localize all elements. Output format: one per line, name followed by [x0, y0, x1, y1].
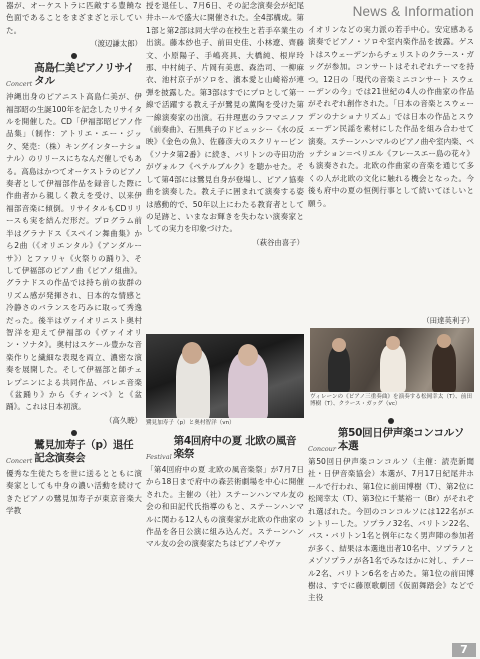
takashima-title: 高島仁美ピアノリサイタル	[34, 62, 135, 88]
takashima-body: 沖縄出身のピアニスト高島仁美が、伊福部昭の生誕100年を記念したリサイタルを開催した。CD「伊福部昭ピアノ作品集」（制作：アトリエ・エー・ジック、発売：（株）キングインターナショナル）のリリースにちなんだ催しでもある。高島はかつてオーケストラのピアノ奏者として伊福部作品を録音した際に作曲者から親しく教えを受け、以来伊福部音楽に傾倒。リサイタルもCDリリースも実を結んだ形だ。プログラム前半はグラナドス《スペイン舞曲集》から2曲（《オリエンタル》《アンダルーサ》）とファリャ《火祭りの踊り》、そして伊福部のピアノ曲《ピアノ組曲》。グラナドスの作品では持ち前の抜群のリズム感が発揮され、日本的な情感と冷静さのバランスを巧みに取って秀逸だった。後半はヴァイオリニスト奥村智洋を迎えて伊福部の《ヴァイオリン・ソナタ》。奥村はスケール豊かな音楽作りと繊細な表現を両立、濃密な演奏を展開した。そして伊福部と師チェレプニンによる共同作品、バレエ音楽《盆踊り》から《チィンベ》と《盆踊》。これは日本初演。	[6, 92, 142, 412]
competition-article	[308, 414, 474, 641]
photo-sagimi-okumura	[146, 334, 304, 418]
concert-tag: Concert	[6, 80, 33, 89]
competition-title: 第50回日伊声楽コンコルソ本選	[337, 427, 465, 452]
sagimi-heading	[6, 439, 142, 465]
competition-heading	[308, 427, 474, 453]
separator-dot	[71, 430, 77, 436]
fuchu-body: 「第4回府中の夏 北欧の風音楽祭」が7月7日から18日まで府中の森芸術劇場を中心に開催された。主催の（社）ステーンハンマル友の会の和田記代氏指導のもと、ステーンハンマルに関わる12人もの演奏家が北欧の作曲家の作品を各日公演に組み込んだ。ステーンハンマル友の会の演奏家たちはピアノやヴァ	[146, 465, 304, 549]
section-brand: News & Information	[352, 4, 474, 19]
photo-trio	[310, 328, 474, 392]
right-body: イオリンなどの実力派の若手中心。安定感ある演奏でピアノ・ソロや室内楽作品を披露。ゲストはスウェーデンからチェリストのクラース・ガッグが参加。コンサートはそれぞれテーマを持つ。12日の「現代の音楽ミニコンサート スウェーデンの今」では21世紀の4人の作曲家の作品がそれぞれ創作された。「日本の音楽とスウェーデンのナショナリズム」では日本の作品とスウェーデン民謡を素材にした作品を組み合わせて演奏。ステーンハンマルのピアノ曲や室内楽、ペッテション＝ベリエル《フレースエー島の花々》も演奏された。北欧の作曲家の音楽を通じて多くの人が北欧の文化に触れる機会となった。今後も府中の夏の恒例行事として続いてほしいと願う。	[308, 25, 474, 208]
column-2	[146, 0, 304, 659]
separator-dot	[388, 418, 394, 424]
sagimi-body: 優秀な生徒たちを世に送るとともに演奏家としても中身の濃い活動を続けてきたピアノの鷺見加寿子が東京音楽大学教	[6, 468, 142, 515]
photo1-caption: 鷺見加寿子（p）と奥村智洋（vn）	[146, 420, 235, 426]
separator-dot	[71, 53, 77, 59]
right-text-upper	[308, 24, 474, 314]
middle-text-upper	[146, 0, 304, 332]
fuchu-article	[146, 432, 304, 551]
photo2-caption: ヴィレーンの《ピアノ三重奏曲》を演奏する松岡幸太（T）、前田博樹（T）、クラース・ガッグ（vc）	[310, 394, 472, 407]
page-number: 7	[452, 643, 476, 657]
intro-body: 器が、オーケストラに匹敵する豊饒な色面であることをまざまざと示していた。	[6, 1, 142, 35]
festival-tag: Festival	[146, 453, 172, 461]
fuchu-title: 第4回府中の夏 北欧の風音楽祭	[173, 435, 297, 460]
fuchu-heading	[146, 435, 304, 461]
concert-tag: Concert	[6, 456, 33, 465]
column-1	[6, 0, 142, 659]
intro-credit: （渡辺謙太郎）	[90, 39, 142, 49]
middle-credit: （萩谷由喜子）	[252, 237, 304, 247]
competition-body: 第50回日伊声楽コンコルソ（主催：読売新聞社・日伊音楽協会）本選が、7月17日紀尾井ホールで行われ、第1位に前田博樹（T）、第2位に松岡幸太（T）、第3位に千葉裕一（Br）がそれぞれ選ばれた。今回のコンコルソには122名がエントリーした。ソプラノ32名、バリトン22名、バス・バリトン1名と例年になく男声陣の参加者が多く、結果は本選進出者10名中、ソプラノとメゾソプラノが各1名でみなほかに対し、テノール2名、バリトン6名を占めた。第1位の前田博樹は、すでに藤原歌劇団《仮面舞踏会》などで主役	[308, 457, 474, 603]
right-credit: （田達英利子）	[422, 316, 474, 325]
takashima-heading	[6, 62, 142, 88]
concour-tag: Concour	[308, 445, 336, 453]
sagimi-title: 鷺見加寿子（p）退任記念演奏会	[34, 438, 134, 464]
takashima-credit: （高久暁）	[105, 415, 142, 425]
middle-body: 授を退任し、7月6日、その記念演奏会が紀尾井ホールで盛大に開催された。全4部構成。第1部と第2部は同大学の在校生と若手卒業生の出演。藤本紗也子、前田史佳、小林遼、齊藤文、小原陽子、手嶋亮具、大橋純、根岸玲那、中村純子、片岡有美恵、森浩司、一柳麻衣、池村京子がソロを、濱本愛と山崎裕が連弾を披露した。第3部はすでにプロとして第一線で活躍する教え子が鷺見の薫陶を受けた第一線演奏家の出演。石井理恵のラフマニノフ《前奏曲》、石黒典子のドビュッシー《水の反映》《金色の魚》、佐藤彦大のスクリャービン《ソナタ第2番》に続き、バリトンの寺田功治がヴォルフ《ペテルブルク》を聴かせた。そして第4部には鷺見自身が登場し、ピアノ協奏曲を演奏した。教え子に囲まれて演奏する姿は感動的で、50年以上にわたる教育者としての足跡と、いまなお輝きを失わない演奏家としての実力を印象づけた。	[146, 1, 304, 234]
